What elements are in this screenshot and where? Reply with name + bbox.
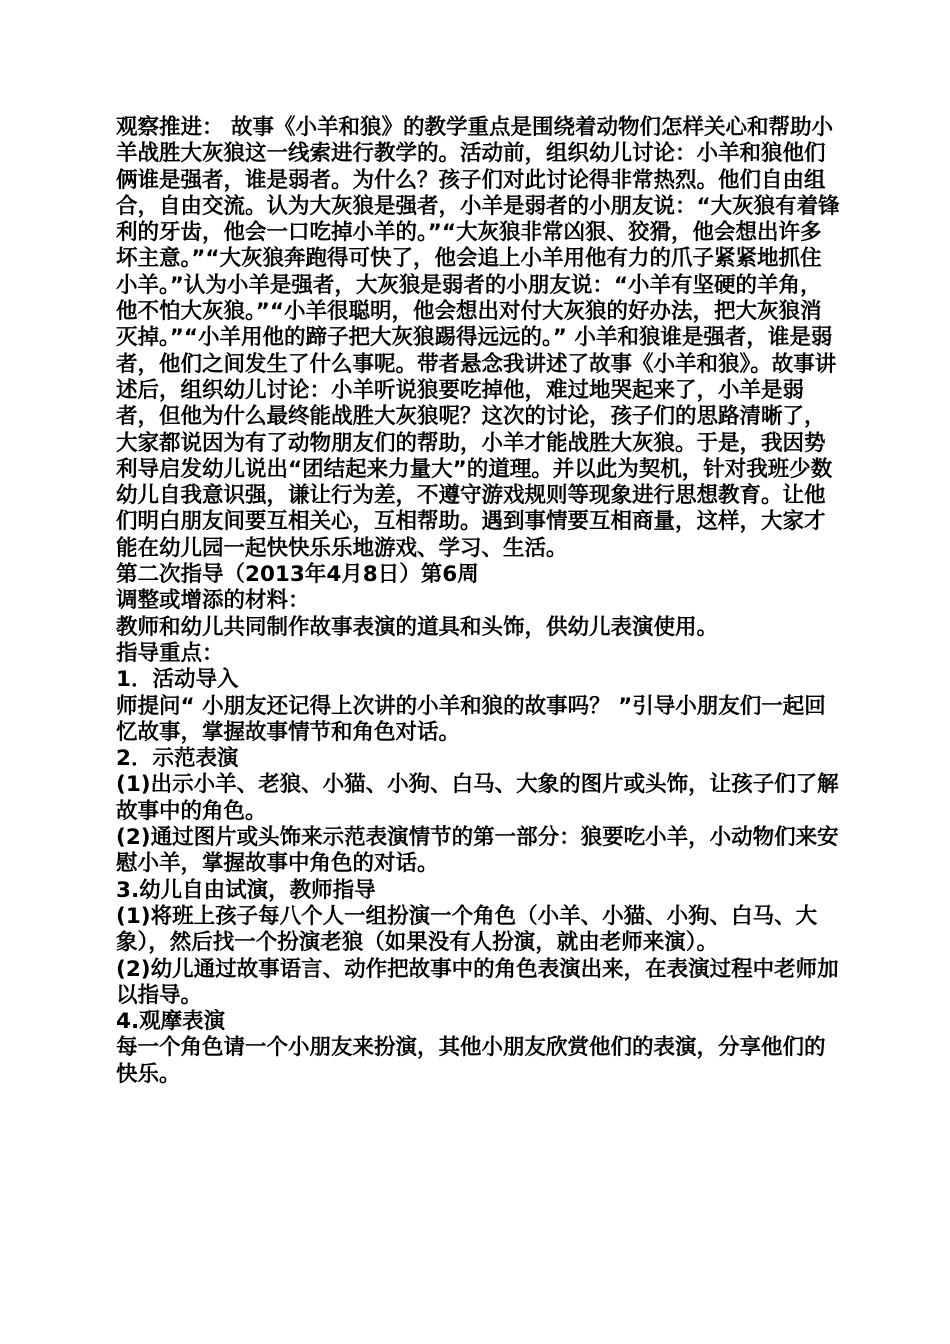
step-2-item-2: (2)通过图片或头饰来示范表演情节的第一部分：狼要吃小羊，小动物们来安慰小羊，掌握故事中角色的对话。: [116, 825, 839, 877]
step-1-text: 师提问“ 小朋友还记得上次讲的小羊和狼的故事吗？ ”引导小朋友们一起回忆故事，掌握故事情节和角色对话。: [116, 693, 826, 745]
materials-text: 教师和幼儿共同制作故事表演的道具和头饰，供幼儿表演使用。: [116, 614, 719, 640]
step-4-heading: 4.观摩表演: [116, 1009, 226, 1035]
document-body: [116, 115, 840, 1088]
guidance-focus-heading: 指导重点：: [116, 640, 224, 666]
observation-paragraph: 观察推进： 故事《小羊和狼》的教学重点是围绕着动物们怎样关心和帮助小羊战胜大灰狼这一线索进行教学的。活动前，组织幼儿讨论：小羊和狼他们俩谁是强者，谁是弱者。为什么？孩子们对此讨论得非常热烈。他们自由组合，自由交流。认为大灰狼是强者，小羊是弱者的小朋友说：“大灰狼有着锋利的牙齿，他会一口吃掉小羊的。”“大灰狼非常凶狠、狡猾，他会想出许多坏主意。”“大灰狼奔跑得可快了，他会追上小羊用他有力的爪子紧紧地抓住小羊。”认为小羊是强者，大灰狼是弱者的小朋友说：“小羊有坚硬的羊角，他不怕大灰狼。”“小羊很聪明，他会想出对付大灰狼的好办法，把大灰狼消灭掉。”“小羊用他的蹄子把大灰狼踢得远远的。” 小羊和狼谁是强者，谁是弱者，他们之间发生了什么事呢。带者悬念我讲述了故事《小羊和狼》。故事讲述后，组织幼儿讨论：小羊听说狼要吃掉他，难过地哭起来了，小羊是弱者，但他为什么最终能战胜大灰狼呢？这次的讨论，孩子们的思路清晰了，大家都说因为有了动物朋友们的帮助，小羊才能战胜大灰狼。于是，我因势利导启发幼儿说出“团结起来力量大”的道理。并以此为契机，针对我班少数幼儿自我意识强，谦让行为差，不遵守游戏规则等现象进行思想教育。让他们明白朋友间要互相关心，互相帮助。遇到事情要互相商量，这样，大家才能在幼儿园一起快快乐乐地游戏、学习、生活。: [116, 115, 840, 561]
step-2-heading: 2．示范表演: [116, 746, 239, 772]
materials-heading: 调整或增添的材料：: [116, 588, 310, 614]
step-3-heading: 3.幼儿自由试演，教师指导: [116, 877, 376, 903]
step-2-item-1: (1)出示小羊、老狼、小猫、小狗、白马、大象的图片或头饰，让孩子们了解故事中的角色。: [116, 772, 839, 824]
step-3-item-2: (2)幼儿通过故事语言、动作把故事中的角色表演出来，在表演过程中老师加以指导。: [116, 956, 839, 1008]
second-guidance-heading: 第二次指导（2013年4月8日）第6周: [116, 562, 479, 588]
step-1-heading: 1．活动导入: [116, 667, 239, 693]
step-4-text: 每一个角色请一个小朋友来扮演，其他小朋友欣赏他们的表演，分享他们的快乐。: [116, 1035, 826, 1087]
step-3-item-1: (1)将班上孩子每八个人一组扮演一个角色（小羊、小猫、小狗、白马、大象），然后找一个扮演老狼（如果没有人扮演，就由老师来演）。: [116, 903, 818, 956]
